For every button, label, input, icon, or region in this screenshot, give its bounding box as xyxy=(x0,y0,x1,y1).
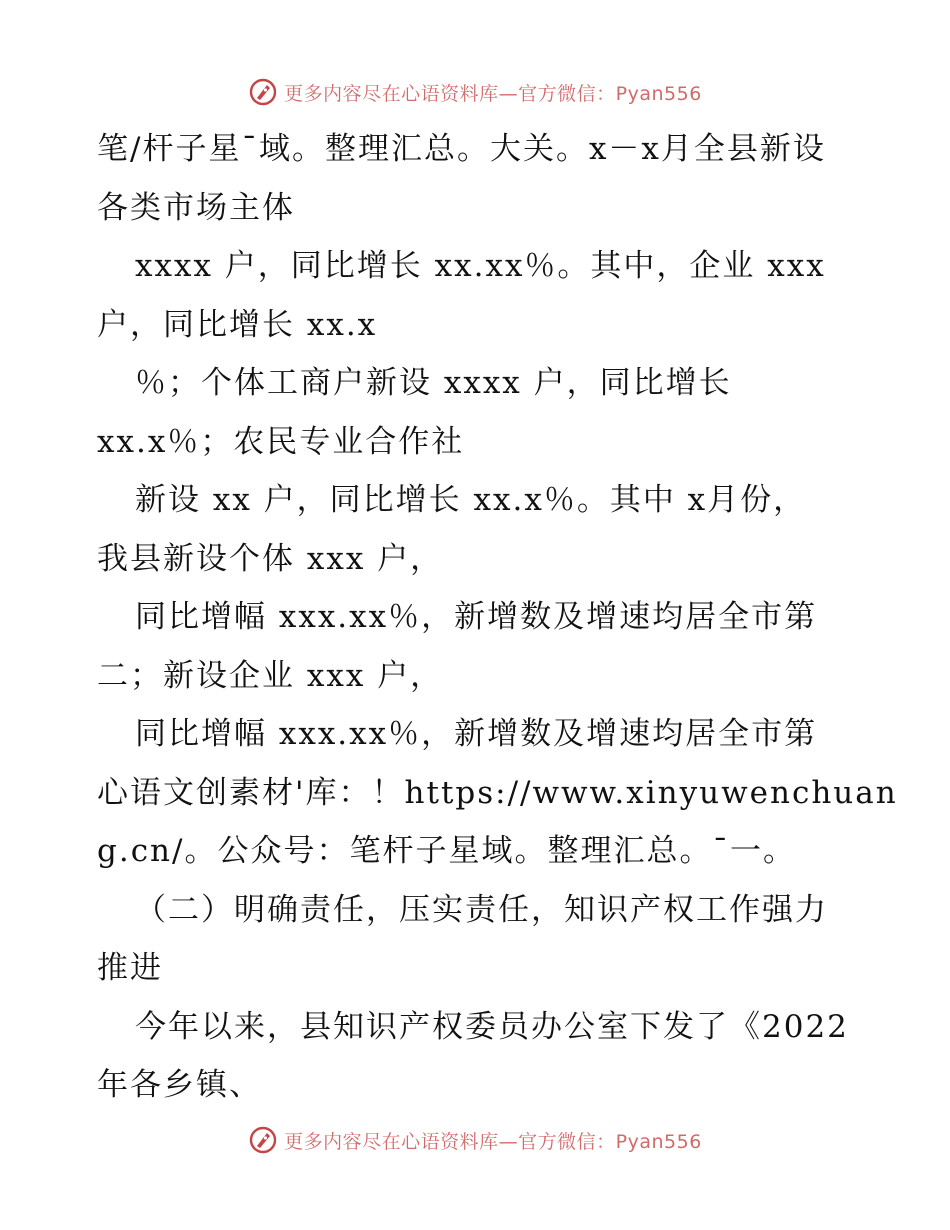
text-line: 我县新设个体 xxx 户， xyxy=(97,540,444,577)
header-watermark xyxy=(0,72,950,112)
text-line: （二）明确责任，压实责任，知识产权工作强力 xyxy=(135,891,828,928)
text-line: 推进 xyxy=(97,950,163,986)
watermark-text: 更多内容尽在心语资料库—官方微信：Pyan556 xyxy=(284,1130,702,1153)
text-line: xx.x％；农民专业合作社 xyxy=(97,423,465,460)
text-line: 同比增幅 xxx.xx％，新增数及增速均居全市第 xyxy=(135,599,818,635)
text-line: 同比增幅 xxx.xx％，新增数及增速均居全市第 xyxy=(135,716,818,752)
text-line: 年各乡镇、 xyxy=(97,1067,262,1103)
text-line: g.cn/。公众号：笔杆子星域。整理汇总。¯一。 xyxy=(97,833,796,869)
text-line: 二；新设企业 xxx 户， xyxy=(97,657,444,694)
footer-watermark xyxy=(0,1120,950,1160)
text-line: 各类市场主体 xyxy=(97,189,295,226)
text-line: ％；个体工商户新设 xxxx 户，同比增长 xyxy=(135,365,732,401)
text-line: 笔/杆子星¯域。整理汇总。大关。x－x月全县新设 xyxy=(97,131,826,167)
text-line: 心语文创素材'库：！https://www.xinyuwenchuan xyxy=(97,774,898,811)
text-line: 户，同比增长 xx.x xyxy=(97,306,378,343)
text-line: 新设 xx 户，同比增长 xx.x％。其中 x月份， xyxy=(135,482,807,518)
watermark-text: 更多内容尽在心语资料库—官方微信：Pyan556 xyxy=(284,82,702,105)
text-line: xxxx 户，同比增长 xx.xx％。其中，企业 xxx xyxy=(135,248,826,284)
document-body xyxy=(97,120,898,1115)
pen-nib-logo-icon xyxy=(248,77,278,107)
pen-nib-logo-icon xyxy=(248,1125,278,1155)
text-line: 今年以来，县知识产权委员办公室下发了《2022 xyxy=(135,1008,849,1045)
